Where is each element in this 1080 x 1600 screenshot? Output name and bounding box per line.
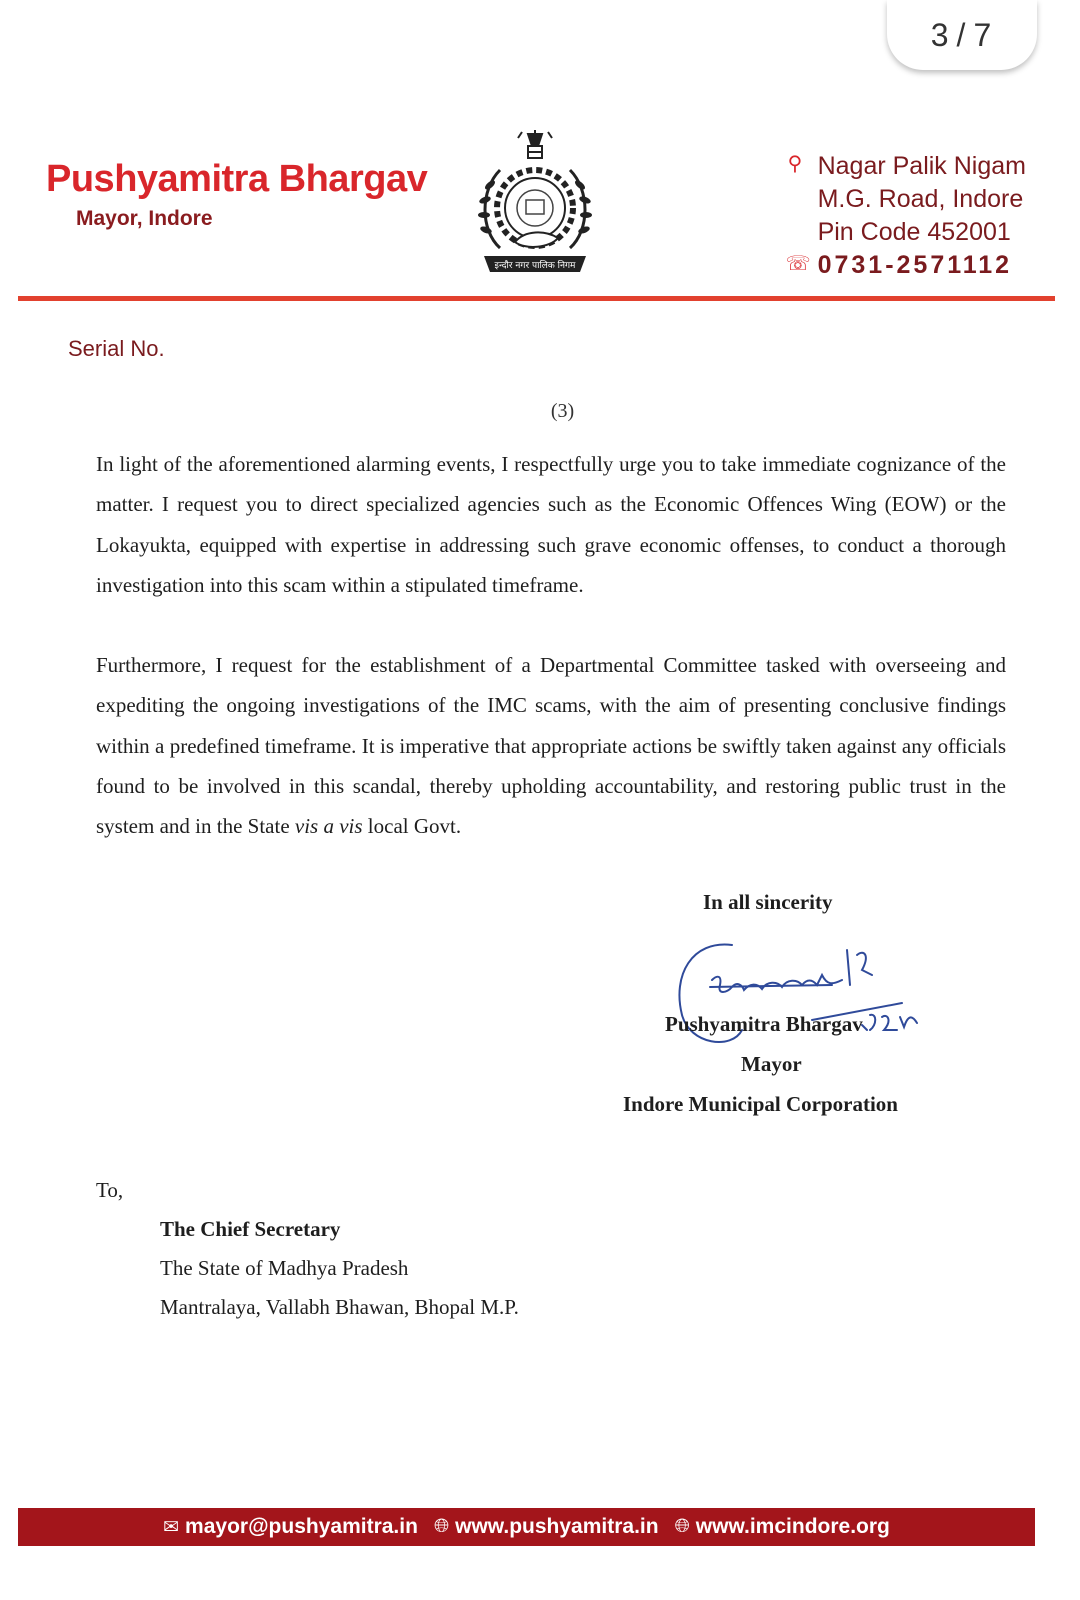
document-page-number: (3): [550, 400, 575, 422]
recipient-to: To,: [96, 1178, 124, 1202]
recipient-line-3: Mantralaya, Vallabh Bhawan, Bhopal M.P.: [160, 1295, 519, 1319]
page-indicator: [887, 0, 1037, 70]
imc-emblem-icon: [470, 130, 600, 280]
globe-icon: 🌐︎: [674, 1516, 690, 1537]
address-line-2: M.G. Road, Indore: [817, 185, 1024, 213]
body-paragraph-2-end: local Govt.: [362, 814, 462, 839]
letterhead-name: Pushyamitra Bhargav: [46, 158, 428, 200]
address-line-1: Nagar Palik Nigam: [817, 152, 1026, 180]
footer-email-text: mayor@pushyamitra.in: [185, 1515, 418, 1538]
svg-text:इन्दौर नगर पालिक निगम: इन्दौर नगर पालिक निगम: [494, 261, 576, 271]
header-divider: [18, 296, 1055, 301]
body-paragraph-2: [96, 645, 1006, 846]
handwritten-signature: [672, 935, 937, 1055]
mail-icon: ✉: [163, 1516, 180, 1538]
footer-website-1-text: www.pushyamitra.in: [455, 1515, 659, 1538]
body-paragraph-2-italic: vis a vis: [294, 814, 363, 839]
footer-website-2-text: www.imcindore.org: [695, 1515, 890, 1538]
footer-website-1[interactable]: [434, 1515, 659, 1539]
page-current: 3: [930, 16, 951, 53]
phone-number: 0731-2571112: [817, 251, 1013, 279]
letterhead-footer: [18, 1508, 1035, 1546]
recipient-line-2: The State of Madhya Pradesh: [160, 1256, 409, 1280]
footer-website-2[interactable]: [675, 1515, 890, 1539]
signatory-designation: Mayor: [741, 1052, 802, 1076]
globe-icon: 🌐︎: [433, 1516, 450, 1537]
phone-icon: ☏: [785, 253, 811, 275]
signatory-organization: Indore Municipal Corporation: [623, 1092, 898, 1116]
page-separator: /: [956, 16, 968, 53]
letterhead-address: [785, 150, 1026, 282]
address-line-3: Pin Code 452001: [817, 218, 1011, 246]
map-pin-icon: ⚲: [787, 153, 803, 175]
serial-label: Serial No.: [68, 336, 165, 361]
letterhead-title: Mayor, Indore: [76, 207, 213, 230]
body-paragraph-1: In light of the aforementioned alarming events, I respectfully urge you to take immediate cognizance of the matter. I request you to direct specialized agencies such as the Economic Offences Wing (EOW) or the Lokayukta, equipped with expertise in addressing such grave economic offenses, to conduct a thorough investigation into this scam within a stipulated timeframe.: [96, 452, 1006, 597]
closing-salutation: In all sincerity: [703, 890, 833, 914]
recipient-title: The Chief Secretary: [160, 1217, 341, 1241]
body-paragraph-2-text: Furthermore, I request for the establishment of a Departmental Committee tasked with overseeing and expediting the ongoing investigations of the IMC scams, with the aim of presenting conclusive findings within a predefined timeframe. It is imperative that appropriate actions be swiftly taken against any officials found to be involved in this scandal, thereby upholding accountability, and restoring public trust in the system and in the State: [96, 653, 1006, 839]
footer-email[interactable]: [163, 1515, 418, 1539]
signatory-name: Pushyamitra Bhargav: [665, 1012, 863, 1036]
page-total: 7: [973, 16, 994, 53]
